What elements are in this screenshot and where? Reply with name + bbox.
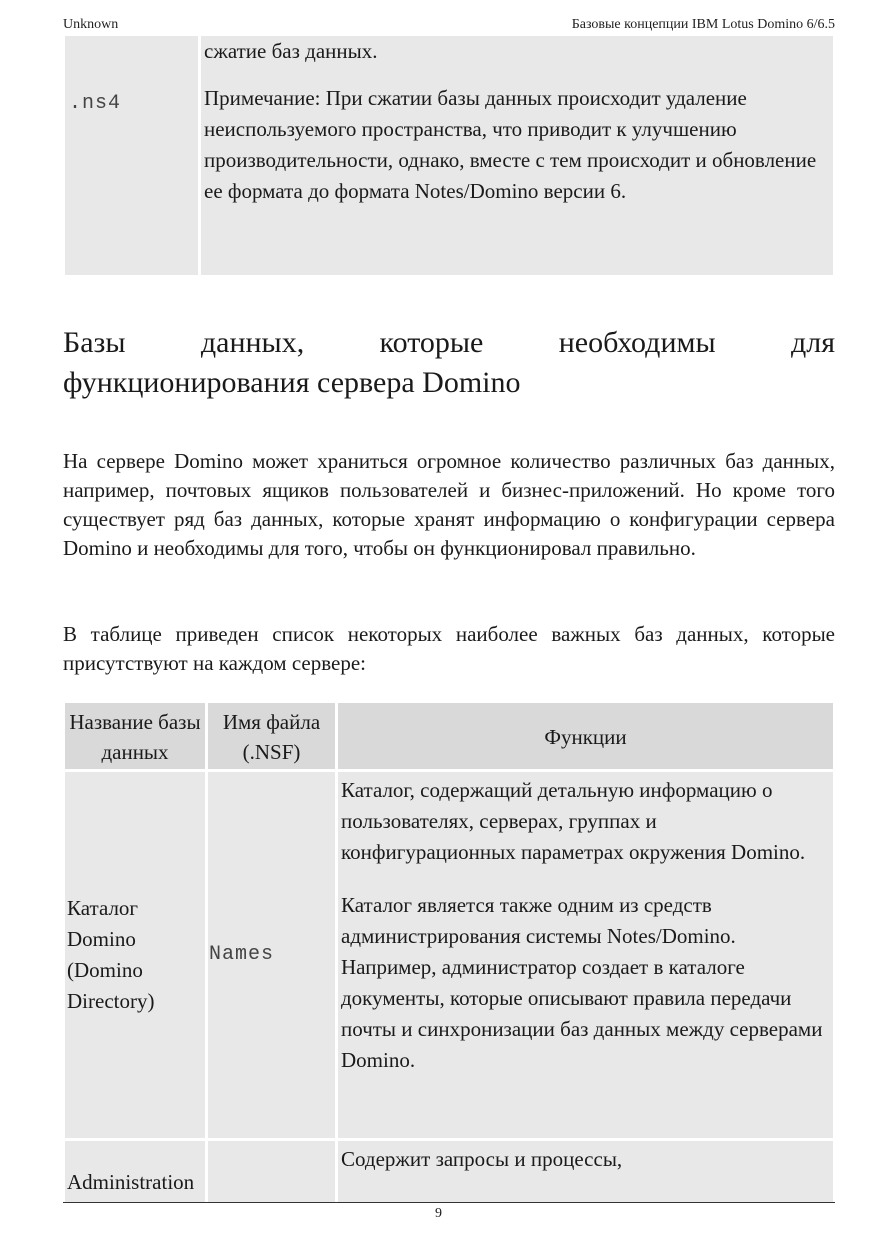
page-number: 9 bbox=[435, 1206, 442, 1221]
db-file-name: Names bbox=[209, 943, 275, 966]
db-name: Administration bbox=[67, 1170, 195, 1194]
section-title-line1: Базы данных, которые необходимы для bbox=[63, 326, 835, 359]
table-intro-paragraph: В таблице приведен список некоторых наиболее важных баз данных, которые присутствуют на каждом сервере: bbox=[63, 622, 835, 675]
running-header-left: Unknown bbox=[63, 17, 119, 32]
col-header-function: Функции bbox=[338, 703, 833, 769]
top-table-note: Примечание: При сжатии базы данных происходит удаление неиспользуемого пространства, что приводит к улучшению производительности, однако, вместе с тем происходит и обновление ее формата до формата Notes/Domino версии 6. bbox=[204, 86, 817, 203]
col-header-file: Имя файла (.NSF) bbox=[208, 703, 335, 769]
table-row-1-function bbox=[338, 772, 833, 1138]
table-row-2-function bbox=[338, 1141, 833, 1202]
db-function-desc: Содержит запросы и процессы, bbox=[341, 1147, 623, 1171]
file-extension: .ns4 bbox=[69, 92, 122, 115]
table-row-1-name bbox=[65, 772, 205, 1138]
top-table-ext-cell bbox=[65, 36, 198, 275]
section-title-line2: функционирования сервера Domino bbox=[63, 366, 521, 399]
col-header-name: Название базы данных bbox=[65, 703, 205, 769]
footer-rule bbox=[63, 1202, 835, 1203]
db-function-admin: Каталог является также одним из средств администрирования системы Notes/Domino. Например, администратор создает в каталоге документы, которые описывают правила передачи почты и синхронизации баз данных между серверами Domino. bbox=[341, 893, 823, 1072]
db-function-desc: Каталог, содержащий детальную информацию о пользователях, серверах, группах и конфигурационных параметрах окружения Domino. bbox=[341, 778, 806, 864]
top-table-line1: сжатие баз данных. bbox=[204, 39, 378, 63]
table-row-1-file bbox=[208, 772, 335, 1138]
table-row-2-name bbox=[65, 1141, 205, 1202]
intro-paragraph: На сервере Domino может храниться огромное количество различных баз данных, например, почтовых ящиков пользователей и бизнес-приложений. Но кроме того существует ряд баз данных, которые хранят информацию о конфигурации сервера Domino и необходимы для того, чтобы он функционировал правильно. bbox=[63, 449, 835, 560]
running-header-right: Базовые концепции IBM Lotus Domino 6/6.5 bbox=[571, 17, 835, 32]
db-name: Каталог Domino (Domino Directory) bbox=[67, 896, 155, 1013]
top-table-desc-cell bbox=[201, 36, 833, 275]
section-title bbox=[63, 323, 835, 403]
table-row-2-file bbox=[208, 1141, 335, 1202]
